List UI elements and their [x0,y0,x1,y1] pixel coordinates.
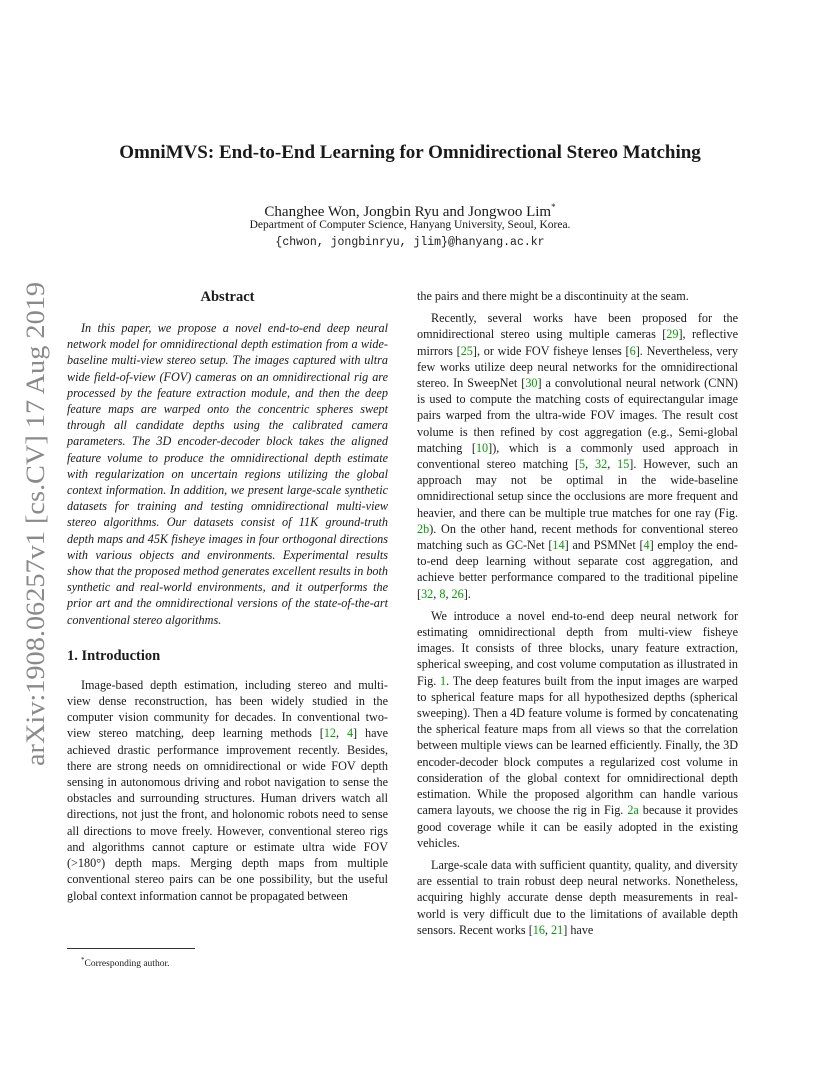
citation-link[interactable]: 29 [666,327,679,342]
citation-link[interactable]: 4 [643,538,650,553]
citation-link[interactable]: 2a [627,803,639,818]
citation-link[interactable]: 4 [346,726,354,741]
intro-paragraph-continued: the pairs and there might be a discontinuity at the seam. [417,289,689,303]
affiliation: Department of Computer Science, Hanyang University, Seoul, Korea. [249,219,571,231]
author-footnote-mark: * [551,202,556,212]
footnote-mark: * [81,956,85,964]
intro-paragraph-4: Large-scale data with sufficient quantity, quality, and diversity are essential to train robust deep neural networks. Nonetheless, acquiring highly accurate dense depth measurements in real-world is very difficult due to the limitations of available depth sensors. Recent works [16, 21] have [417,857,738,937]
citation-link[interactable]: 21 [551,922,564,937]
footnote-text: Corresponding author. [84,959,170,970]
intro-paragraph-3: We introduce a novel end-to-end deep neural network for estimating omnidirectional depth from multi-view fisheye images. It consists of three blocks, unary feature extraction, spherical sweeping, and cost volume computation as illustrated in Fig. 1. The deep features built from the input images are warped to spherical feature maps for all hypothesized depths (spherical sweeping). Then a 4D feature volume is formed by concatenating the spherical feature maps from all views so that the correlation between multiple views can be learned efficiently. Finally, the 3D encoder-decoder block computes a regularized cost volume in consideration of the global context for omnidirectional depth estimation. While the proposed algorithm can handle various camera layouts, we choose the rig in Fig. 2a because it provides good coverage while it can be easily adopted in the existing vehicles. [417,608,739,850]
author-emails: {chwon, jongbinryu, jlim}@hanyang.ac.kr [275,236,545,249]
citation-link[interactable]: 25 [460,343,473,358]
right-column [417,288,738,938]
citation-link[interactable]: 16 [532,922,545,937]
abstract-heading: Abstract [200,289,255,305]
citation-link[interactable]: 30 [525,376,538,391]
arxiv-id: arXiv:1908.06257v1 [cs.CV] 17 Aug 2019 [21,321,50,766]
introduction-heading: 1. Introduction [67,647,161,664]
author-names: Changhee Won, Jongbin Ryu and Jongwoo Lim [264,204,552,220]
paper-title: OmniMVS: End-to-End Learning for Omnidirectional Stereo Matching [119,142,701,163]
citation-link[interactable]: 8 [439,586,446,601]
citation-link[interactable]: 10 [475,440,489,455]
citation-link[interactable]: 12 [323,726,336,741]
citation-link[interactable]: 2b [417,521,430,536]
citation-link[interactable]: 32 [595,457,608,472]
citation-link[interactable]: 6 [629,343,636,358]
citation-link[interactable]: 1 [440,673,447,688]
citation-link[interactable]: 26 [451,586,464,601]
citation-link[interactable]: 32 [421,586,434,601]
left-column [67,288,388,904]
intro-paragraph-2: Recently, several works have been proposed for the omnidirectional stereo using multiple cameras [29], reflective mirrors [25], or wide FOV fisheye lenses [6]. Nevertheless, very few works utilize deep neural networks for the omnidirectional stereo. In SweepNet [30] a convolutional neural network (CNN) is used to compute the matching costs of equirectangular image pairs warped from the ultra-wide FOV images. The result cost volume is then refined by cost aggregation (e.g., Semi-global matching [10]), which is a commonly used approach in conventional stereo matching [5, 32, 15]. However, such an approach may not be optimal in the wide-baseline omnidirectional setup since the occlusions are more frequent and heavier, and there can be multiple true matches for one ray (Fig. 2b). On the other hand, recent methods for conventional stereo matching such as GC-Net [14] and PSMNet [4] employ the end-to-end deep learning without separate cost aggregation, and achieve better performance compared to the traditional pipeline [32, 8, 26]. [417,311,739,601]
abstract-text: In this paper, we propose a novel end-to-end deep neural network model for omnidirectional depth estimation from a wide-baseline multi-view stereo setup. The images captured with ultra wide field-of-view (FOV) cameras on an omnidirectional rig are processed by the feature extraction module, and then the deep feature maps are warped onto the concentric spheres swept through all candidate depths using the calibrated camera parameters. The 3D encoder-decoder block takes the aligned feature volume to produce the omnidirectional depth estimate with regularization on uncertain regions utilizing the global context information. In addition, we present large-scale synthetic datasets for training and testing omnidirectional multi-view stereo algorithms. Our datasets consist of 11K ground-truth depth maps and 45K fisheye images in four orthogonal directions with various objects and environments. Experimental results show that the proposed method generates excellent results in both synthetic and real-world environments, and it outperforms the prior art and the omnidirectional versions of the state-of-the-art conventional stereo algorithms. [67,321,388,627]
citation-link[interactable]: 15 [617,457,630,472]
arxiv-stamp [16,282,52,766]
citation-link[interactable]: 5 [579,457,586,472]
footnote-divider [67,948,195,949]
citation-link[interactable]: 14 [552,538,565,553]
footnote [67,954,388,970]
intro-paragraph-1: Image-based depth estimation, including stereo and multi-view dense reconstruction, has been widely studied in the computer vision community for decades. In conventional two-view stereo matching, deep learning methods [12, 4] have achieved drastic performance improvement recently. Besides, there are strong needs on omnidirectional or wide FOV depth sensing in autonomous driving and robot navigation to sense the obstacles and surrounding structures. Human drivers watch all directions, not just the front, and holonomic robots need to sense all directions to move freely. However, conventional stereo rigs and algorithms cannot capture or estimate ultra wide FOV (>180°) depth maps. Merging depth maps from multiple conventional stereo pairs can be one possibility, but the useful global context information cannot be propagated between [67,677,388,903]
